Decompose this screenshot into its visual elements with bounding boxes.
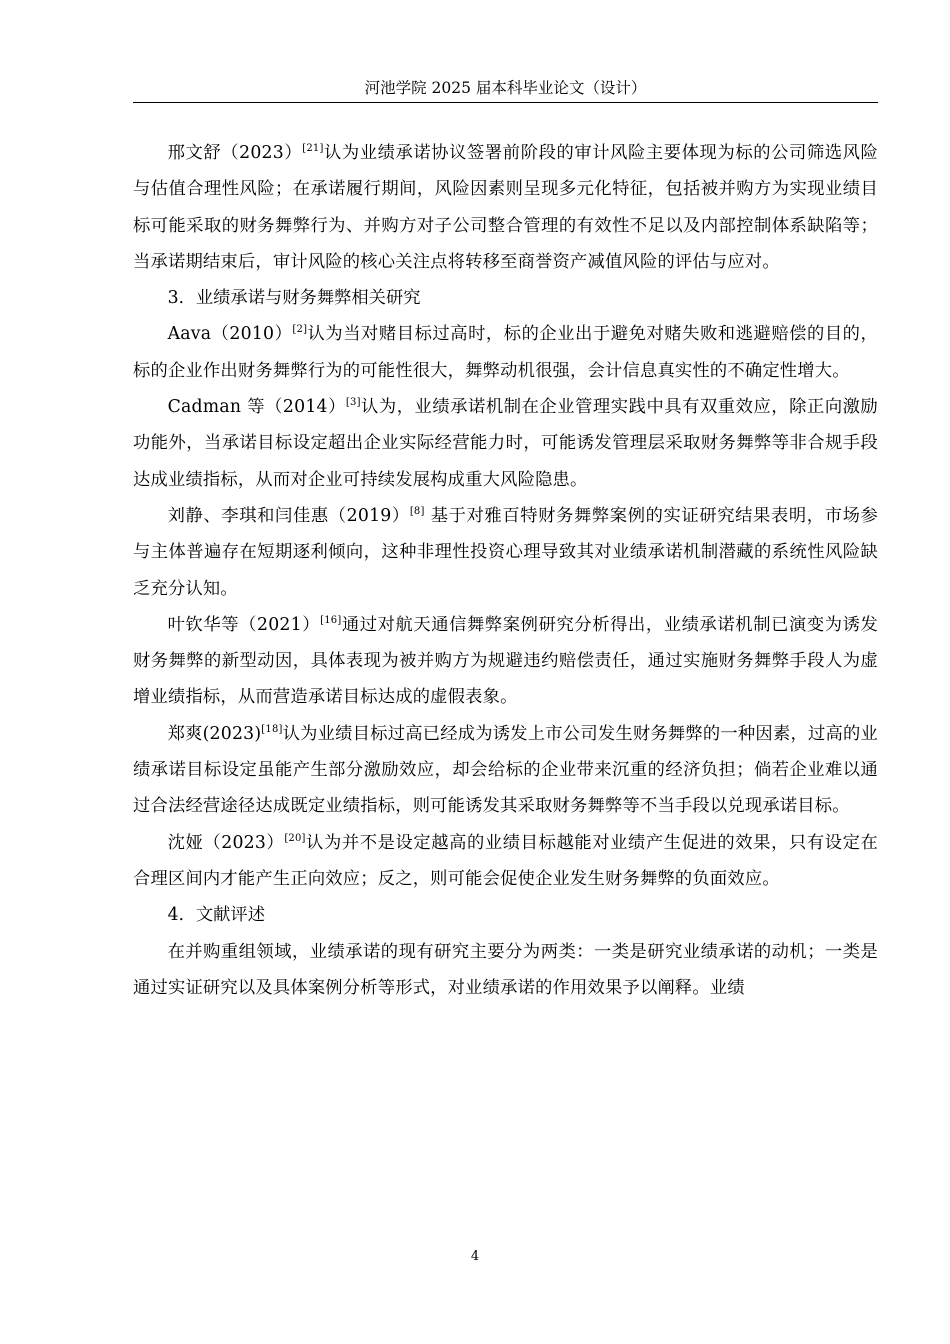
section-heading-4: 4．文献评述 [167,905,265,926]
paragraph-5 [133,607,878,716]
paragraph-text: 认为，业绩承诺机制在企业管理实践中具有双重效应，除正向激励功能外，当承诺目标设定超出企业实际经营能力时，可能诱发管理层采取财务舞弊等非合规手段达成业绩指标，从而对企业可持续发展构成重大风险隐患。 [133,397,878,490]
citation-ref: [20] [284,832,306,844]
header-rule [133,102,878,103]
citation-author: 叶钦华等（2021） [167,614,321,635]
paragraph-6 [133,716,878,825]
citation-author: 邢文舒（2023） [167,143,303,163]
paragraph-1 [133,135,878,280]
citation-author: 郑爽(2023) [167,723,262,744]
citation-ref: [3] [345,397,361,409]
citation-author: Aava（2010） [167,324,293,345]
citation-author: 沈娅（2023） [167,832,285,853]
body-text [133,135,878,1006]
citation-ref: [21] [302,143,324,154]
paragraph-text: 在并购重组领域，业绩承诺的现有研究主要分为两类：一类是研究业绩承诺的动机；一类是通过实证研究以及具体案例分析等形式，对业绩承诺的作用效果予以阐释。业绩 [133,941,878,998]
citation-author: 刘静、李琪和闫佳惠（2019） [167,505,410,526]
paragraph-2 [133,316,878,389]
section-heading-3: 3．业绩承诺与财务舞弊相关研究 [167,288,421,309]
paragraph-text: 认为业绩目标过高已经成为诱发上市公司发生财务舞弊的一种因素，过高的业绩承诺目标设定虽能产生部分激励效应，却会给标的企业带来沉重的经济负担；倘若企业难以通过合法经营途径达成既定业绩指标，则可能诱发其采取财务舞弊等不当手段以兑现承诺目标。 [133,723,878,817]
paragraph-7 [133,825,878,898]
page-number: 4 [470,1249,480,1264]
citation-ref: [16] [320,614,342,626]
paragraph-8 [133,934,878,1007]
paragraph-text: 认为当对赌目标过高时，标的企业出于避免对赌失败和逃避赔偿的目的，标的企业作出财务舞弊行为的可能性很大，舞弊动机很强，会计信息真实性的不确定性增大。 [133,324,878,381]
paragraph-3 [133,389,878,498]
citation-author: Cadman 等（2014） [167,397,346,418]
paragraph-text: 基于对雅百特财务舞弊案例的实证研究结果表明，市场参与主体普遍存在短期逐利倾向，这种非理性投资心理导致其对业绩承诺机制潜藏的系统性风险缺乏充分认知。 [133,505,878,599]
citation-ref: [2] [292,324,308,336]
paragraph-4 [133,498,878,607]
citation-ref: [8] [409,505,425,517]
running-header: 河池学院 2025 届本科毕业论文（设计） [364,79,647,97]
paragraph-text: 通过对航天通信舞弊案例研究分析得出，业绩承诺机制已演变为诱发财务舞弊的新型动因，具体表现为被并购方为规避违约赔偿责任，通过实施财务舞弊手段人为虚增业绩指标，从而营造承诺目标达成的虚假表象。 [133,614,878,708]
paragraph-text: 认为业绩承诺协议签署前阶段的审计风险主要体现为标的公司筛选风险与估值合理性风险；在承诺履行期间，风险因素则呈现多元化特征，包括被并购方为实现业绩目标可能采取的财务舞弊行为、并购方对子公司整合管理的有效性不足以及内部控制体系缺陷等；当承诺期结束后，审计风险的核心关注点将转移至商誉资产减值风险的评估与应对。 [133,143,879,272]
citation-ref: [18] [261,723,283,735]
paragraph-text: 认为并不是设定越高的业绩目标越能对业绩产生促进的效果，只有设定在合理区间内才能产生正向效应；反之，则可能会促使企业发生财务舞弊的负面效应。 [133,832,878,889]
